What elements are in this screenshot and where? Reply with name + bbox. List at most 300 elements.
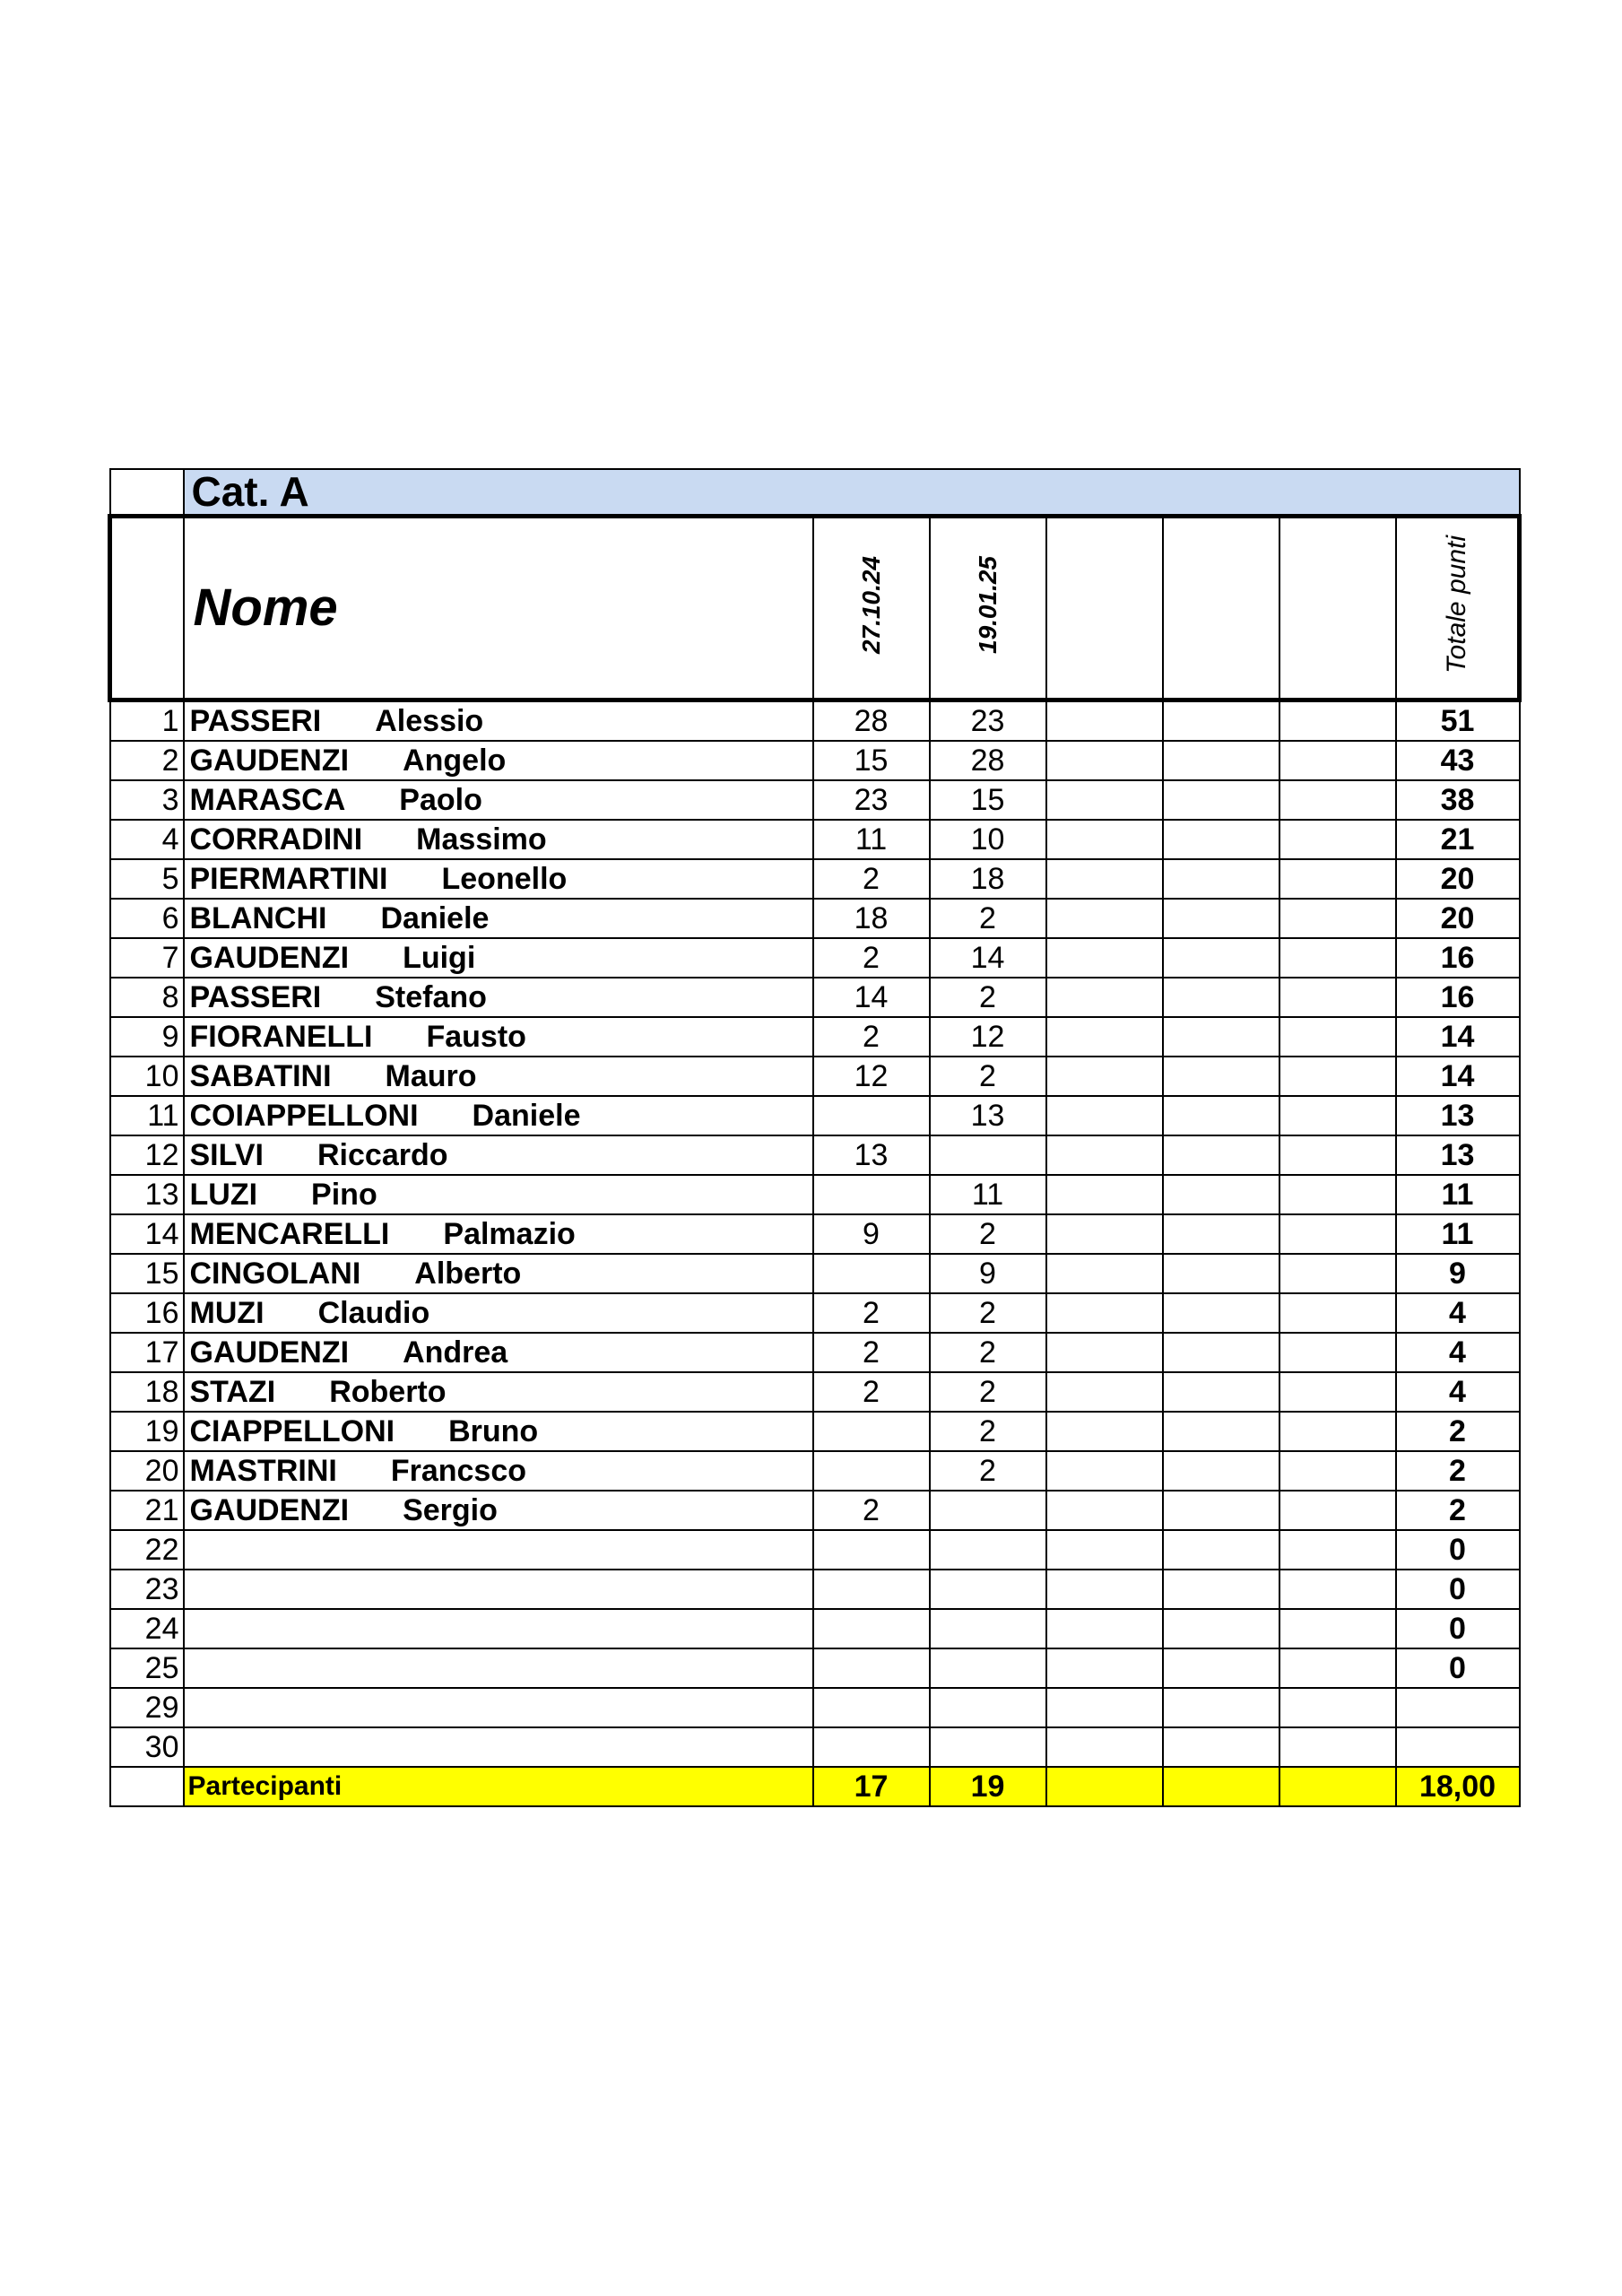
header-rank-blank bbox=[110, 516, 184, 700]
score-date2: 2 bbox=[930, 1333, 1046, 1372]
first-name: Sergio bbox=[403, 1492, 498, 1527]
total-cell: 20 bbox=[1396, 859, 1520, 899]
name-cell bbox=[184, 700, 813, 741]
rank-cell: 13 bbox=[110, 1175, 184, 1214]
first-name: Fausto bbox=[426, 1019, 526, 1054]
empty-cell bbox=[1279, 1293, 1396, 1333]
total-cell: 20 bbox=[1396, 899, 1520, 938]
score-date1 bbox=[813, 1175, 930, 1214]
empty-cell bbox=[1163, 938, 1279, 978]
empty-cell bbox=[1046, 1214, 1163, 1254]
score-date2 bbox=[930, 1570, 1046, 1609]
table-row bbox=[110, 780, 1520, 820]
total-cell: 16 bbox=[1396, 978, 1520, 1017]
table-row bbox=[110, 1096, 1520, 1135]
rank-cell: 30 bbox=[110, 1727, 184, 1767]
first-name: Pino bbox=[311, 1177, 377, 1212]
first-name: Andrea bbox=[403, 1335, 508, 1370]
rank-cell: 19 bbox=[110, 1412, 184, 1451]
rank-cell: 10 bbox=[110, 1057, 184, 1096]
empty-cell bbox=[1046, 1688, 1163, 1727]
table-row bbox=[110, 899, 1520, 938]
empty-cell bbox=[1279, 1491, 1396, 1530]
first-name: Paolo bbox=[399, 782, 482, 817]
empty-cell bbox=[1279, 1254, 1396, 1293]
rank-cell: 25 bbox=[110, 1648, 184, 1688]
score-date2 bbox=[930, 1491, 1046, 1530]
empty-cell bbox=[1046, 820, 1163, 859]
empty-cell bbox=[1279, 741, 1396, 780]
total-cell: 21 bbox=[1396, 820, 1520, 859]
empty-cell bbox=[1163, 899, 1279, 938]
empty-cell bbox=[1046, 1530, 1163, 1570]
table-row bbox=[110, 1017, 1520, 1057]
score-date2: 14 bbox=[930, 938, 1046, 978]
rank-cell: 4 bbox=[110, 820, 184, 859]
surname: PIERMARTINI bbox=[189, 861, 388, 896]
empty-cell bbox=[1046, 1057, 1163, 1096]
table-row bbox=[110, 1333, 1520, 1372]
total-cell: 11 bbox=[1396, 1175, 1520, 1214]
empty-cell bbox=[1163, 1175, 1279, 1214]
name-cell bbox=[184, 1333, 813, 1372]
empty-cell bbox=[1163, 1648, 1279, 1688]
score-date1: 28 bbox=[813, 700, 930, 741]
name-cell bbox=[184, 1412, 813, 1451]
empty-cell bbox=[1046, 1293, 1163, 1333]
score-date1: 2 bbox=[813, 1372, 930, 1412]
empty-cell bbox=[1279, 1017, 1396, 1057]
first-name: Massimo bbox=[416, 822, 547, 857]
empty-cell bbox=[1279, 978, 1396, 1017]
score-date1: 2 bbox=[813, 938, 930, 978]
empty-cell bbox=[1046, 1412, 1163, 1451]
empty-cell bbox=[1046, 1609, 1163, 1648]
category-title: Cat. A bbox=[184, 469, 1520, 516]
rank-cell: 15 bbox=[110, 1254, 184, 1293]
total-cell: 0 bbox=[1396, 1530, 1520, 1570]
empty-cell bbox=[1046, 1254, 1163, 1293]
table-row bbox=[110, 938, 1520, 978]
table-row bbox=[110, 1570, 1520, 1609]
empty-cell bbox=[1163, 1609, 1279, 1648]
rank-cell: 7 bbox=[110, 938, 184, 978]
name-cell bbox=[184, 1096, 813, 1135]
table-row bbox=[110, 1057, 1520, 1096]
rank-cell: 9 bbox=[110, 1017, 184, 1057]
total-cell: 13 bbox=[1396, 1096, 1520, 1135]
rank-cell: 5 bbox=[110, 859, 184, 899]
score-date2 bbox=[930, 1648, 1046, 1688]
header-empty-col bbox=[1046, 516, 1163, 700]
empty-cell bbox=[1046, 1096, 1163, 1135]
footer-empty-cell bbox=[1163, 1767, 1279, 1806]
empty-cell bbox=[1046, 978, 1163, 1017]
name-cell bbox=[184, 1293, 813, 1333]
header-date2 bbox=[930, 516, 1046, 700]
rank-cell: 16 bbox=[110, 1293, 184, 1333]
name-cell bbox=[184, 741, 813, 780]
score-date1 bbox=[813, 1254, 930, 1293]
table-row bbox=[110, 1254, 1520, 1293]
empty-cell bbox=[1046, 1333, 1163, 1372]
empty-cell bbox=[1163, 978, 1279, 1017]
score-date2: 12 bbox=[930, 1017, 1046, 1057]
first-name: Leonello bbox=[441, 861, 568, 896]
total-cell: 2 bbox=[1396, 1412, 1520, 1451]
table-row bbox=[110, 1412, 1520, 1451]
score-date2: 28 bbox=[930, 741, 1046, 780]
rank-cell: 18 bbox=[110, 1372, 184, 1412]
name-cell bbox=[184, 1057, 813, 1096]
header-name bbox=[184, 516, 813, 700]
surname: GAUDENZI bbox=[189, 940, 350, 975]
name-cell bbox=[184, 899, 813, 938]
surname: COIAPPELLONI bbox=[189, 1098, 419, 1133]
total-cell: 16 bbox=[1396, 938, 1520, 978]
empty-cell bbox=[1046, 1491, 1163, 1530]
score-date2: 23 bbox=[930, 700, 1046, 741]
score-date2 bbox=[930, 1688, 1046, 1727]
empty-cell bbox=[1163, 1057, 1279, 1096]
surname: SILVI bbox=[189, 1137, 264, 1172]
empty-cell bbox=[1046, 859, 1163, 899]
header-total-label: Totale punti bbox=[1441, 535, 1471, 674]
empty-cell bbox=[1279, 1057, 1396, 1096]
score-date1: 2 bbox=[813, 1293, 930, 1333]
first-name: Claudio bbox=[317, 1295, 430, 1330]
score-date1 bbox=[813, 1451, 930, 1491]
participants-date1: 17 bbox=[813, 1767, 930, 1806]
empty-cell bbox=[1279, 899, 1396, 938]
score-date1: 2 bbox=[813, 1491, 930, 1530]
total-cell: 0 bbox=[1396, 1570, 1520, 1609]
name-cell bbox=[184, 1688, 813, 1727]
category-rank-blank bbox=[110, 469, 184, 516]
score-date2: 2 bbox=[930, 1214, 1046, 1254]
name-cell bbox=[184, 1530, 813, 1570]
name-cell bbox=[184, 1175, 813, 1214]
score-date1 bbox=[813, 1688, 930, 1727]
name-cell bbox=[184, 1017, 813, 1057]
table-row bbox=[110, 1491, 1520, 1530]
table-row bbox=[110, 1293, 1520, 1333]
empty-cell bbox=[1046, 741, 1163, 780]
empty-cell bbox=[1163, 1254, 1279, 1293]
name-cell bbox=[184, 1491, 813, 1530]
empty-cell bbox=[1279, 1135, 1396, 1175]
participants-total: 18,00 bbox=[1396, 1767, 1520, 1806]
first-name: Bruno bbox=[448, 1413, 539, 1448]
surname: SABATINI bbox=[189, 1058, 332, 1093]
name-cell bbox=[184, 859, 813, 899]
header-row bbox=[110, 516, 1520, 700]
surname: PASSERI bbox=[189, 979, 322, 1014]
table-row bbox=[110, 1648, 1520, 1688]
empty-cell bbox=[1046, 1135, 1163, 1175]
table-row bbox=[110, 1688, 1520, 1727]
rank-cell: 2 bbox=[110, 741, 184, 780]
score-date2: 2 bbox=[930, 1451, 1046, 1491]
first-name: Alberto bbox=[414, 1256, 522, 1291]
empty-cell bbox=[1046, 1570, 1163, 1609]
score-date2: 9 bbox=[930, 1254, 1046, 1293]
first-name: Francsco bbox=[390, 1453, 527, 1488]
score-date1: 2 bbox=[813, 1333, 930, 1372]
total-cell: 11 bbox=[1396, 1214, 1520, 1254]
empty-cell bbox=[1046, 1175, 1163, 1214]
score-date1: 9 bbox=[813, 1214, 930, 1254]
empty-cell bbox=[1163, 820, 1279, 859]
participants-label: Partecipanti bbox=[184, 1767, 813, 1806]
total-cell: 0 bbox=[1396, 1648, 1520, 1688]
empty-cell bbox=[1163, 1688, 1279, 1727]
surname: CIAPPELLONI bbox=[189, 1413, 395, 1448]
name-cell bbox=[184, 1372, 813, 1412]
empty-cell bbox=[1279, 1096, 1396, 1135]
name-cell bbox=[184, 938, 813, 978]
empty-cell bbox=[1163, 1412, 1279, 1451]
score-date2: 2 bbox=[930, 1412, 1046, 1451]
score-date1: 11 bbox=[813, 820, 930, 859]
rank-cell: 1 bbox=[110, 700, 184, 741]
total-cell: 14 bbox=[1396, 1057, 1520, 1096]
surname: CORRADINI bbox=[189, 822, 363, 857]
name-cell bbox=[184, 1609, 813, 1648]
standings-table bbox=[108, 468, 1522, 1807]
score-date1: 14 bbox=[813, 978, 930, 1017]
surname: BLANCHI bbox=[189, 900, 327, 935]
total-cell: 38 bbox=[1396, 780, 1520, 820]
category-row bbox=[110, 469, 1520, 516]
empty-cell bbox=[1279, 1648, 1396, 1688]
name-cell bbox=[184, 1214, 813, 1254]
empty-cell bbox=[1163, 1293, 1279, 1333]
empty-cell bbox=[1163, 1096, 1279, 1135]
surname: MUZI bbox=[189, 1295, 265, 1330]
surname: GAUDENZI bbox=[189, 1492, 350, 1527]
empty-cell bbox=[1163, 1333, 1279, 1372]
empty-cell bbox=[1046, 1017, 1163, 1057]
surname: GAUDENZI bbox=[189, 743, 350, 778]
total-cell: 4 bbox=[1396, 1333, 1520, 1372]
empty-cell bbox=[1046, 938, 1163, 978]
score-date1 bbox=[813, 1609, 930, 1648]
score-date2: 10 bbox=[930, 820, 1046, 859]
score-date2: 13 bbox=[930, 1096, 1046, 1135]
score-date1 bbox=[813, 1530, 930, 1570]
first-name: Angelo bbox=[403, 743, 507, 778]
empty-cell bbox=[1163, 859, 1279, 899]
surname: MARASCA bbox=[189, 782, 346, 817]
score-date2 bbox=[930, 1135, 1046, 1175]
table-row bbox=[110, 700, 1520, 741]
rank-cell: 8 bbox=[110, 978, 184, 1017]
name-cell bbox=[184, 1254, 813, 1293]
rank-cell: 17 bbox=[110, 1333, 184, 1372]
name-cell bbox=[184, 1451, 813, 1491]
total-cell bbox=[1396, 1688, 1520, 1727]
total-cell: 2 bbox=[1396, 1451, 1520, 1491]
first-name: Palmazio bbox=[443, 1216, 576, 1251]
first-name: Daniele bbox=[380, 900, 490, 935]
table-row bbox=[110, 741, 1520, 780]
empty-cell bbox=[1046, 1648, 1163, 1688]
score-date2: 2 bbox=[930, 1293, 1046, 1333]
surname: GAUDENZI bbox=[189, 1335, 350, 1370]
empty-cell bbox=[1279, 1570, 1396, 1609]
score-date1: 13 bbox=[813, 1135, 930, 1175]
empty-cell bbox=[1163, 1372, 1279, 1412]
rank-cell: 11 bbox=[110, 1096, 184, 1135]
score-date1: 23 bbox=[813, 780, 930, 820]
total-cell: 9 bbox=[1396, 1254, 1520, 1293]
table-row bbox=[110, 1135, 1520, 1175]
rank-cell: 29 bbox=[110, 1688, 184, 1727]
surname: CINGOLANI bbox=[189, 1256, 361, 1291]
rank-cell: 21 bbox=[110, 1491, 184, 1530]
empty-cell bbox=[1279, 1688, 1396, 1727]
score-date1: 15 bbox=[813, 741, 930, 780]
empty-cell bbox=[1279, 1609, 1396, 1648]
empty-cell bbox=[1279, 1333, 1396, 1372]
empty-cell bbox=[1163, 1491, 1279, 1530]
score-date1 bbox=[813, 1412, 930, 1451]
total-cell: 43 bbox=[1396, 741, 1520, 780]
total-cell: 13 bbox=[1396, 1135, 1520, 1175]
score-date2: 15 bbox=[930, 780, 1046, 820]
empty-cell bbox=[1163, 1017, 1279, 1057]
participants-date2: 19 bbox=[930, 1767, 1046, 1806]
empty-cell bbox=[1046, 1727, 1163, 1767]
total-cell: 51 bbox=[1396, 700, 1520, 741]
empty-cell bbox=[1279, 1412, 1396, 1451]
empty-cell bbox=[1046, 1372, 1163, 1412]
header-date1 bbox=[813, 516, 930, 700]
empty-cell bbox=[1046, 780, 1163, 820]
first-name: Roberto bbox=[329, 1374, 447, 1409]
total-cell: 2 bbox=[1396, 1491, 1520, 1530]
empty-cell bbox=[1163, 1570, 1279, 1609]
score-date2: 11 bbox=[930, 1175, 1046, 1214]
name-cell bbox=[184, 1135, 813, 1175]
footer-empty-cell bbox=[1046, 1767, 1163, 1806]
empty-cell bbox=[1279, 1372, 1396, 1412]
score-date1: 18 bbox=[813, 899, 930, 938]
score-date1 bbox=[813, 1570, 930, 1609]
footer-empty-cell bbox=[1279, 1767, 1396, 1806]
empty-cell bbox=[1046, 700, 1163, 741]
score-date2: 2 bbox=[930, 1057, 1046, 1096]
empty-cell bbox=[1163, 1530, 1279, 1570]
surname: LUZI bbox=[189, 1177, 258, 1212]
total-cell: 4 bbox=[1396, 1293, 1520, 1333]
table-row bbox=[110, 1530, 1520, 1570]
surname: STAZI bbox=[189, 1374, 276, 1409]
header-date1-label: 27.10.24 bbox=[856, 556, 885, 654]
table-row bbox=[110, 1609, 1520, 1648]
surname: MENCARELLI bbox=[189, 1216, 390, 1251]
table-row bbox=[110, 1372, 1520, 1412]
table-row bbox=[110, 1451, 1520, 1491]
score-date1 bbox=[813, 1727, 930, 1767]
empty-cell bbox=[1279, 700, 1396, 741]
participants-row bbox=[110, 1767, 1520, 1806]
total-cell: 4 bbox=[1396, 1372, 1520, 1412]
empty-cell bbox=[1279, 1727, 1396, 1767]
empty-cell bbox=[1163, 780, 1279, 820]
name-cell bbox=[184, 1570, 813, 1609]
header-total bbox=[1396, 516, 1520, 700]
empty-cell bbox=[1046, 1451, 1163, 1491]
total-cell: 14 bbox=[1396, 1017, 1520, 1057]
empty-cell bbox=[1279, 1451, 1396, 1491]
empty-cell bbox=[1279, 1175, 1396, 1214]
header-empty-col bbox=[1163, 516, 1279, 700]
rank-cell: 6 bbox=[110, 899, 184, 938]
name-cell bbox=[184, 978, 813, 1017]
surname: PASSERI bbox=[189, 703, 322, 738]
name-cell bbox=[184, 1727, 813, 1767]
empty-cell bbox=[1279, 1530, 1396, 1570]
total-cell: 0 bbox=[1396, 1609, 1520, 1648]
rank-cell: 14 bbox=[110, 1214, 184, 1254]
table-row bbox=[110, 1214, 1520, 1254]
score-date1: 12 bbox=[813, 1057, 930, 1096]
score-date2 bbox=[930, 1609, 1046, 1648]
empty-cell bbox=[1163, 700, 1279, 741]
score-date1: 2 bbox=[813, 859, 930, 899]
total-cell bbox=[1396, 1727, 1520, 1767]
first-name: Luigi bbox=[403, 940, 476, 975]
empty-cell bbox=[1279, 780, 1396, 820]
header-empty-col bbox=[1279, 516, 1396, 700]
empty-cell bbox=[1279, 1214, 1396, 1254]
rank-cell: 3 bbox=[110, 780, 184, 820]
first-name: Stefano bbox=[375, 979, 487, 1014]
footer-rank-blank bbox=[110, 1767, 184, 1806]
first-name: Mauro bbox=[385, 1058, 477, 1093]
first-name: Riccardo bbox=[317, 1137, 448, 1172]
table-row bbox=[110, 1175, 1520, 1214]
empty-cell bbox=[1163, 1135, 1279, 1175]
rank-cell: 24 bbox=[110, 1609, 184, 1648]
surname: FIORANELLI bbox=[189, 1019, 373, 1054]
score-date2: 2 bbox=[930, 899, 1046, 938]
score-date2 bbox=[930, 1530, 1046, 1570]
header-name-label: Nome bbox=[193, 578, 338, 637]
empty-cell bbox=[1163, 1451, 1279, 1491]
table-row bbox=[110, 1727, 1520, 1767]
empty-cell bbox=[1046, 899, 1163, 938]
name-cell bbox=[184, 780, 813, 820]
name-cell bbox=[184, 1648, 813, 1688]
header-date2-label: 19.01.25 bbox=[973, 556, 1002, 654]
empty-cell bbox=[1163, 1727, 1279, 1767]
score-date2 bbox=[930, 1727, 1046, 1767]
rank-cell: 12 bbox=[110, 1135, 184, 1175]
score-date1 bbox=[813, 1096, 930, 1135]
empty-cell bbox=[1163, 1214, 1279, 1254]
empty-cell bbox=[1279, 820, 1396, 859]
score-date2: 2 bbox=[930, 978, 1046, 1017]
empty-cell bbox=[1279, 938, 1396, 978]
score-date2: 18 bbox=[930, 859, 1046, 899]
table-row bbox=[110, 978, 1520, 1017]
name-cell bbox=[184, 820, 813, 859]
table-row bbox=[110, 820, 1520, 859]
empty-cell bbox=[1163, 741, 1279, 780]
